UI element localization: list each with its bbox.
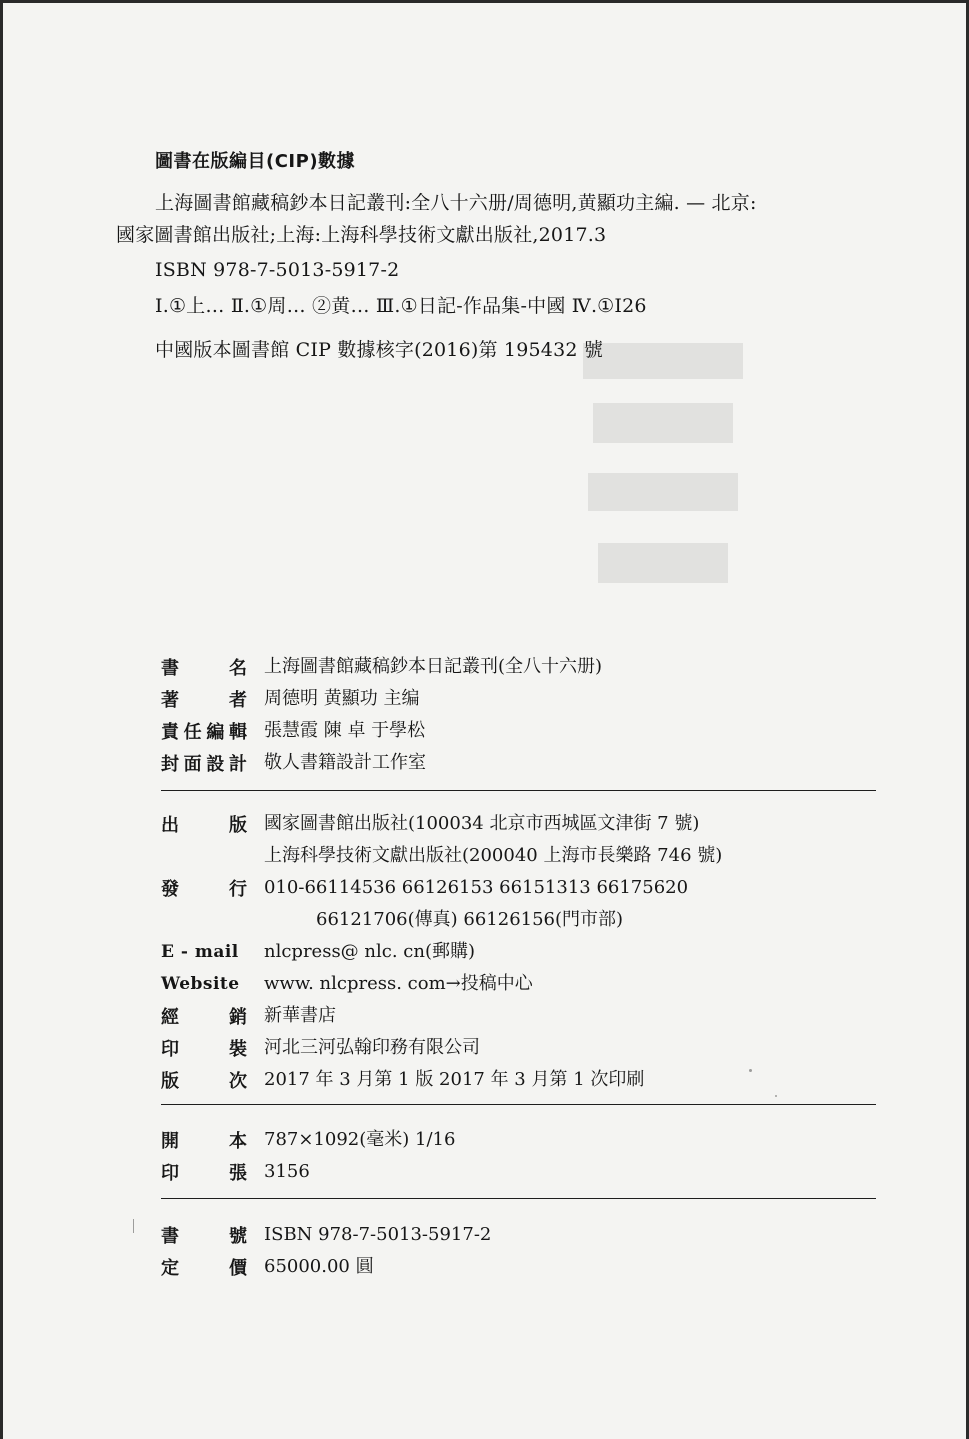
website-row [161,970,876,1002]
seller-row [161,1002,876,1034]
scan-speck [133,1219,134,1233]
cip-record-line-2: 國家圖書館出版社;上海:上海科學技術文獻出版社,2017.3 [116,224,607,246]
distribution-value-2: 66121706(傳真) 66126156(門市部) [316,909,624,930]
printer-value: 河北三河弘翰印務有限公司 [264,1037,480,1058]
cover-design-value: 敬人書籍設計工作室 [264,752,426,773]
cip-isbn: ISBN 978-7-5013-5917-2 [155,259,400,281]
isbn-label: 書 號 [161,1226,247,1247]
price-label: 定 價 [161,1258,247,1279]
printer-row [161,1034,876,1066]
authors-label: 著 者 [161,690,247,711]
sheets-value: 3156 [264,1161,310,1182]
authors-row [161,685,876,717]
email-label: E - mail [161,942,239,962]
cip-heading: 圖書在版編目(CIP)數據 [155,151,356,172]
cip-record-line-1: 上海圖書館藏稿鈔本日記叢刊:全八十六册/周德明,黄顯功主編. — 北京: [155,192,757,214]
size-label: 開 本 [161,1131,247,1152]
price-row [161,1253,876,1285]
edition-value: 2017 年 3 月第 1 版 2017 年 3 月第 1 次印刷 [264,1069,645,1090]
email-value: nlcpress@ nlc. cn(郵購) [264,941,475,962]
edition-label: 版 次 [161,1071,247,1092]
website-value: www. nlcpress. com→投稿中心 [264,973,533,994]
cip-record-number: 中國版本圖書館 CIP 數據核字(2016)第 195432 號 [155,339,604,361]
authors-value: 周德明 黄顯功 主编 [264,688,420,709]
cover-design-row [161,749,876,781]
divider-3 [161,1198,876,1199]
title-row [161,653,876,685]
divider-2 [161,1104,876,1105]
sheets-label: 印 張 [161,1163,247,1184]
email-row [161,938,876,970]
publisher-value-2: 上海科學技術文獻出版社(200040 上海市長樂路 746 號) [264,845,723,866]
cip-classification: Ⅰ.①上… Ⅱ.①周… ②黄… Ⅲ.①日記-作品集-中國 Ⅳ.①I26 [155,295,647,317]
distribution-label: 發 行 [161,879,247,900]
cover-design-label: 封 面 設 計 [161,754,247,775]
show-through-shadow [563,333,763,633]
seller-label: 經 銷 [161,1007,247,1028]
publishing-section [161,810,876,1098]
scan-speck [775,1095,777,1097]
editors-row [161,717,876,749]
divider-1 [161,790,876,791]
distribution-row [161,874,876,906]
edition-row [161,1066,876,1098]
format-section [161,1126,876,1190]
distribution-row-2 [161,906,876,938]
book-info-section [161,653,876,781]
price-value: 65000.00 圓 [264,1256,374,1277]
printer-label: 印 裝 [161,1039,247,1060]
isbn-row [161,1221,876,1253]
scan-speck [749,1069,752,1072]
isbn-value: ISBN 978-7-5013-5917-2 [264,1224,492,1245]
title-value: 上海圖書館藏稿鈔本日記叢刊(全八十六册) [264,656,603,677]
sheets-row [161,1158,876,1190]
publisher-value-1: 國家圖書館出版社(100034 北京市西城區文津街 7 號) [264,813,700,834]
size-row [161,1126,876,1158]
editors-label: 責 任 編 輯 [161,722,247,743]
size-value: 787×1092(毫米) 1/16 [264,1129,456,1150]
seller-value: 新華書店 [264,1005,336,1026]
pricing-section [161,1221,876,1285]
distribution-value-1: 010-66114536 66126153 66151313 66175620 [264,877,689,898]
editors-value: 張慧霞 陳 卓 于學松 [264,720,426,741]
title-label: 書 名 [161,658,247,679]
publisher-label: 出 版 [161,815,247,836]
publisher-row [161,810,876,842]
publisher-row-2 [161,842,876,874]
website-label: Website [161,974,240,994]
